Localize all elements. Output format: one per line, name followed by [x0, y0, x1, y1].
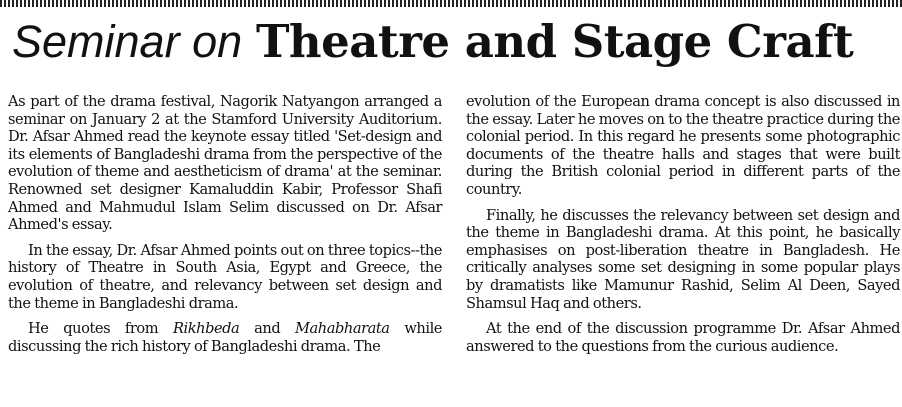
paragraph-5: At the end of the discussion programme Dr. Afsar Ahmed answered to the questions from the curious audience.	[466, 320, 900, 355]
title-rikhbeda: Rikhbeda	[172, 320, 240, 338]
article-column-left	[8, 93, 442, 363]
headline-bold: Theatre and Stage Craft	[255, 15, 854, 68]
paragraph-1: As part of the drama festival, Nagorik Natyangon arranged a seminar on January 2 at the Stamford University Auditorium. Dr. Afsar Ahmed read the keynote essay titled 'Set-design and its elements of Bangladeshi drama from the perspective of the evolution of theme and aestheticism of drama' at the seminar. Renowned set designer Kamaluddin Kabir, Professor Shafi Ahmed and Mahmudul Islam Selim discussed on Dr. Afsar Ahmed's essay.	[8, 93, 442, 234]
paragraph-3-text-c: while discussing the rich history of Bangladeshi drama. The	[8, 320, 442, 355]
paragraph-3	[8, 320, 442, 355]
paragraph-2: In the essay, Dr. Afsar Ahmed points out on three topics--the history of Theatre in South Asia, Egypt and Greece, the evolution of theatre, and relevancy between set design and the theme in Bangladeshi drama.	[8, 241, 442, 312]
top-border-rule	[0, 0, 902, 7]
paragraph-3-continued: evolution of the European drama concept is also discussed in the essay. Later he moves on to the theatre practice during the colonial period. In this regard he presents some photographic documents of the theatre halls and stages that were built during the British colonial period in different parts of the country.	[466, 93, 900, 198]
headline	[12, 14, 853, 70]
paragraph-4: Finally, he discusses the relevancy between set design and the theme in Bangladeshi drama. At this point, he basically emphasises on post-liberation theatre in Bangladesh. He critically analyses some set designing in some popular plays by dramatists like Mamunur Rashid, Selim Al Deen, Sayed Shamsul Haq and others.	[466, 206, 900, 312]
title-mahabharata: Mahabharata	[295, 320, 390, 338]
paragraph-3-text-b: and	[239, 320, 296, 338]
paragraph-3-text-a: He quotes from	[28, 320, 173, 338]
headline-italic: Seminar on	[12, 16, 243, 67]
article-column-right	[466, 93, 900, 363]
